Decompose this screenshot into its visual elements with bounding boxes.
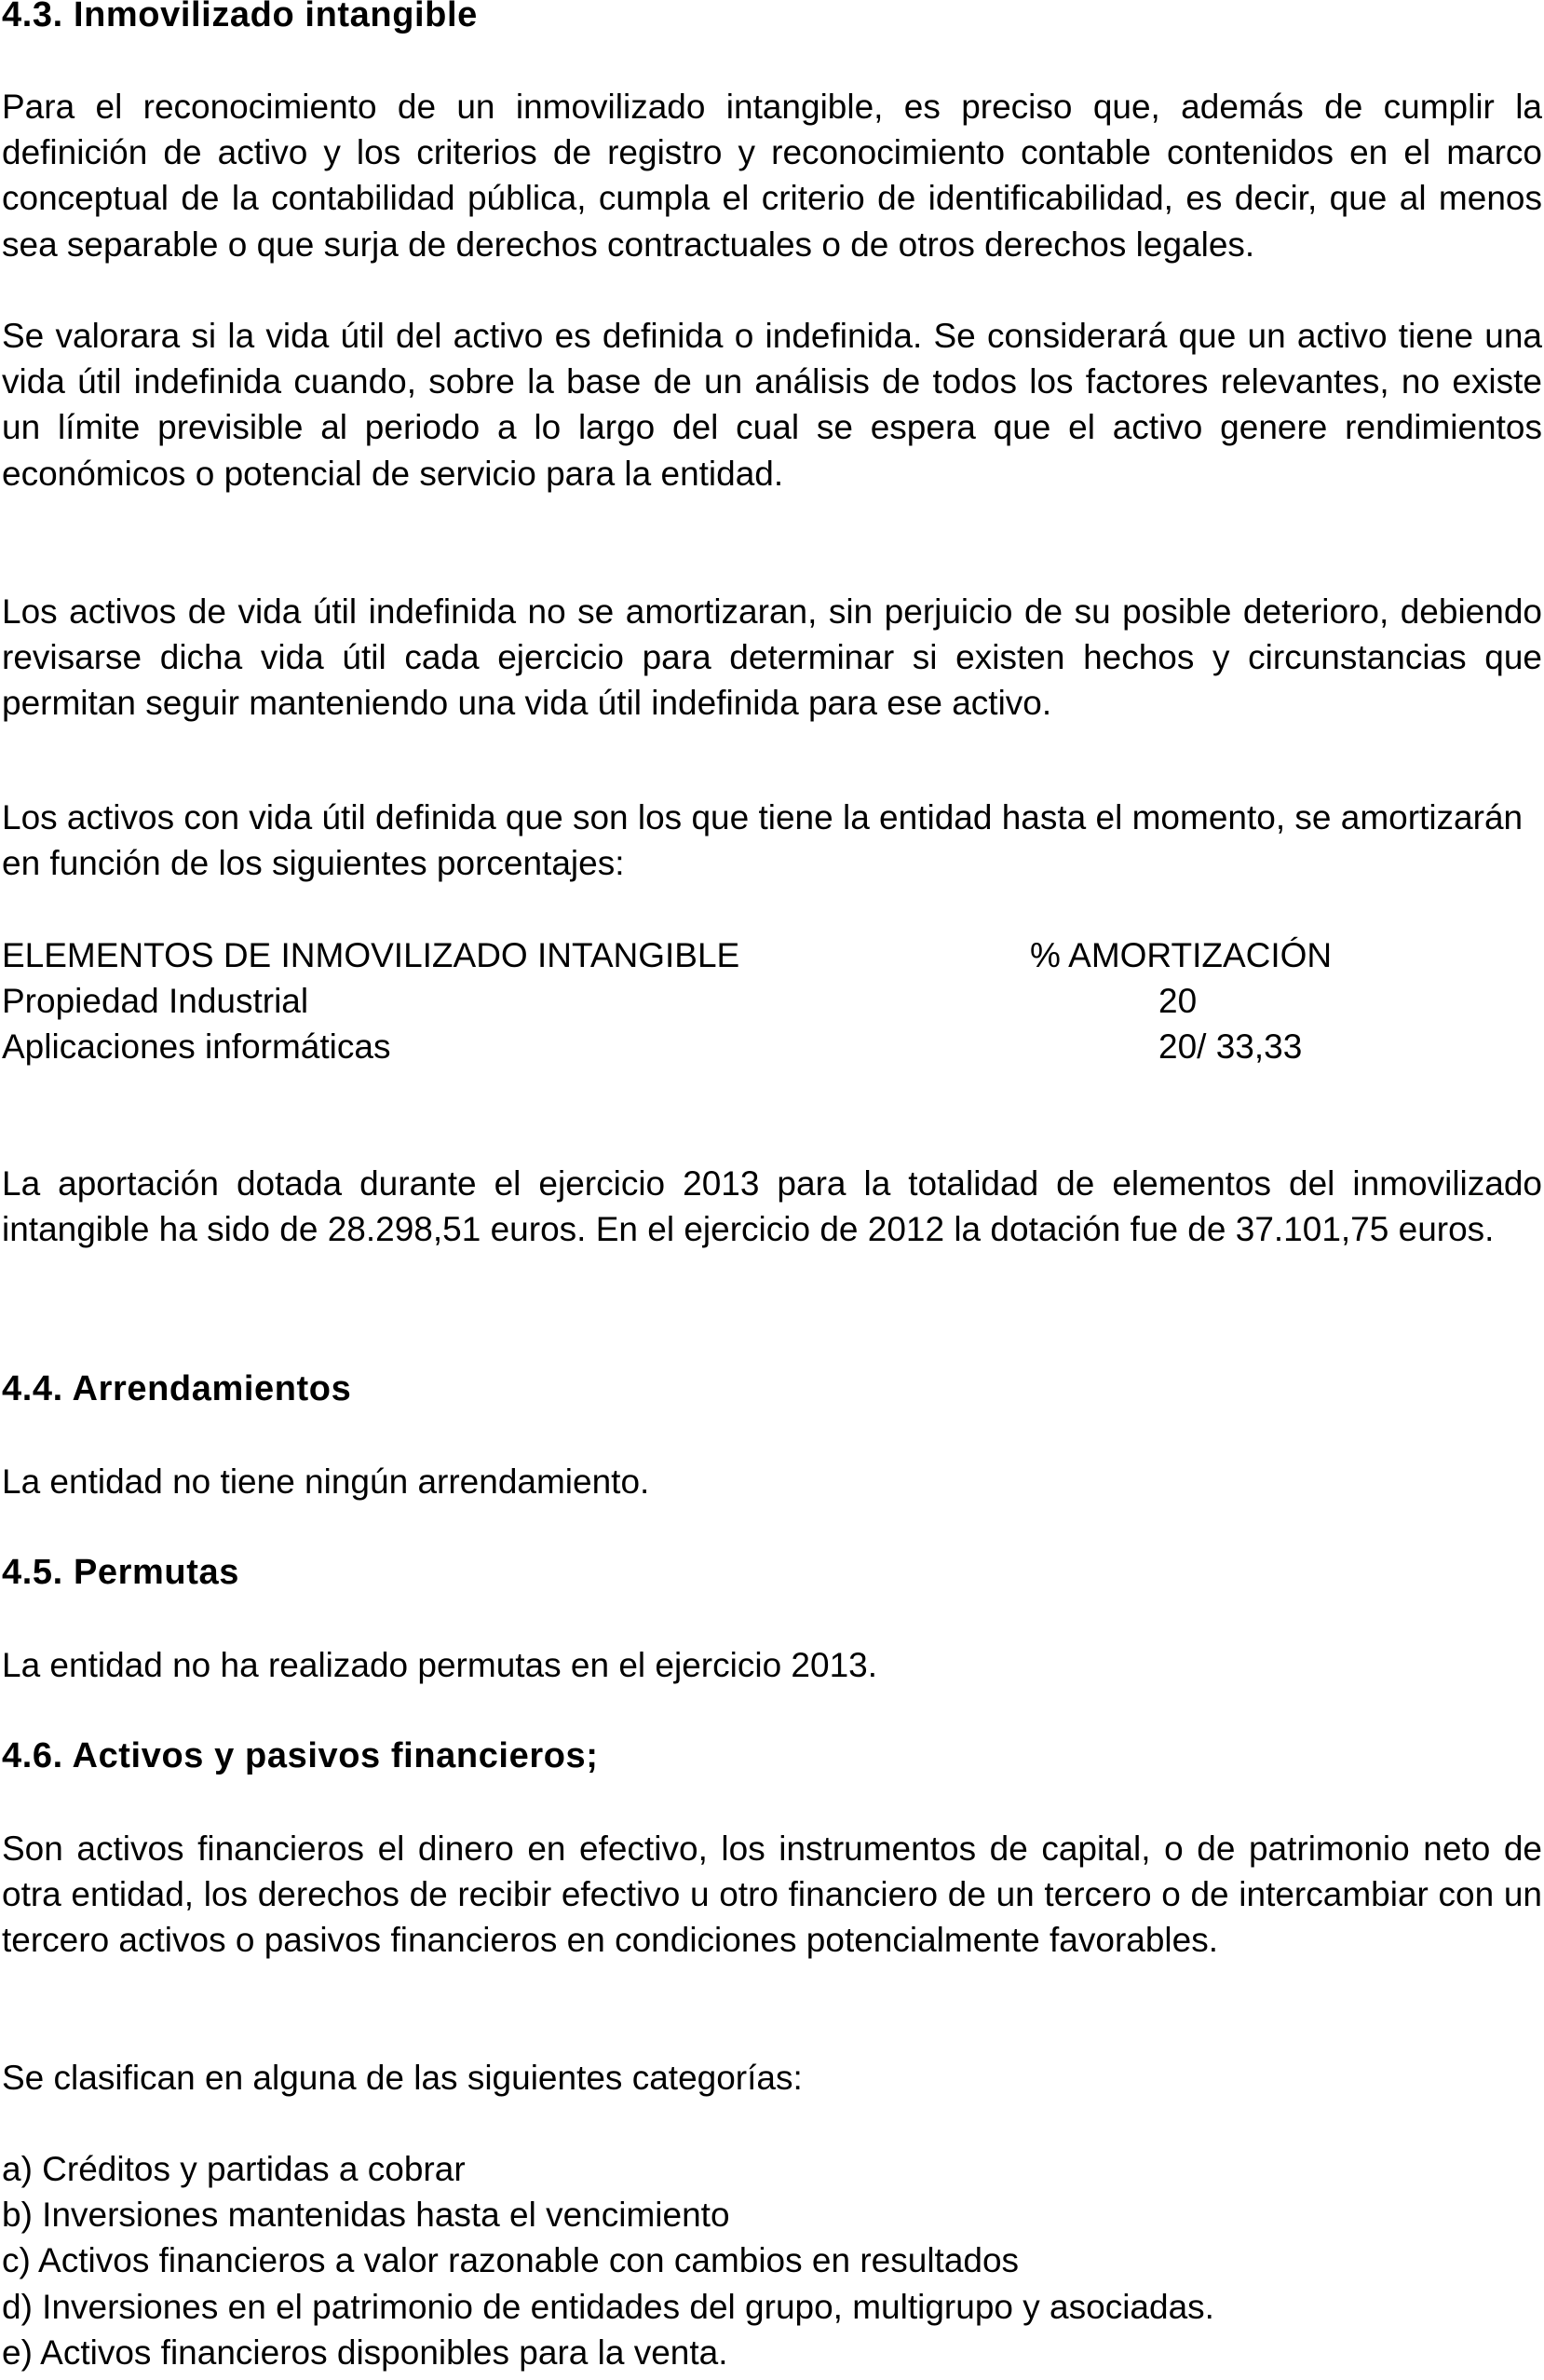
paragraph-leases: La entidad no tiene ningún arrendamiento. <box>2 1462 650 1501</box>
table-header-elements: ELEMENTOS DE INMOVILIZADO INTANGIBLE <box>2 936 740 974</box>
list-item: b) Inversiones mantenidas hasta el vencimiento <box>2 2196 730 2235</box>
category-list <box>2 2146 1542 2375</box>
paragraph-financial-assets: Son activos financieros el dinero en efectivo, los instrumentos de capital, o de patrimonio neto de otra entidad, los derechos de recibir efectivo u otro financiero de un tercero o de intercambiar con un tercero activos o pasivos financieros en condiciones potencialmente favorables. <box>2 1829 1542 1960</box>
section-heading-4-4: 4.4. Arrendamientos <box>2 1369 352 1408</box>
table-cell-element: Propiedad Industrial <box>2 982 309 1020</box>
paragraph-definite-life: Los activos con vida útil definida que son los que tiene la entidad hasta el momento, se amortizarán en función de los siguientes porcentajes: <box>2 798 1524 883</box>
paragraph-recognition-criteria: Para el reconocimiento de un inmovilizado intangible, es preciso que, además de cumplir la definición de activo y los criterios de registro y reconocimiento contable contenidos en el marco conceptual de la contabilidad pública, cumpla el criterio de identificabilidad, es decir, que al menos sea separable o que surja de derechos contractuales o de otros derechos legales. <box>2 88 1542 264</box>
list-item: c) Activos financieros a valor razonable con cambios en resultados <box>2 2241 1020 2280</box>
section-heading-4-5: 4.5. Permutas <box>2 1553 239 1592</box>
table-cell-element: Aplicaciones informáticas <box>2 1027 391 1066</box>
table-cell-percent: 20/ 33,33 <box>1158 1027 1303 1066</box>
table-header-percent: % AMORTIZACIÓN <box>1030 936 1333 974</box>
list-item: e) Activos financieros disponibles para la venta. <box>2 2332 728 2372</box>
table-row <box>2 1024 1542 1069</box>
paragraph-indefinite-life: Los activos de vida útil indefinida no se amortizaran, sin perjuicio de su posible deterioro, debiendo revisarse dicha vida útil cada ejercicio para determinar si existen hechos y circunstancias que permitan seguir manteniendo una vida útil indefinida para ese activo. <box>2 592 1542 723</box>
paragraph-exchanges: La entidad no ha realizado permutas en el ejercicio 2013. <box>2 1646 878 1684</box>
paragraph-classification: Se clasifican en alguna de las siguientes categorías: <box>2 2059 803 2097</box>
paragraph-useful-life: Se valorara si la vida útil del activo es definida o indefinida. Se considerará que un activo tiene una vida útil indefinida cuando, sobre la base de un análisis de todos los factores relevantes, no existe un límite previsible al periodo a lo largo del cual se espera que el activo genere rendimientos económicos o potencial de servicio para la entidad. <box>2 317 1542 493</box>
list-item: d) Inversiones en el patrimonio de entidades del grupo, multigrupo y asociadas. <box>2 2287 1214 2326</box>
section-heading-4-6: 4.6. Activos y pasivos financieros; <box>2 1736 599 1775</box>
table-header-row <box>2 932 1542 978</box>
list-item: a) Créditos y partidas a cobrar <box>2 2150 466 2188</box>
section-heading-4-3: 4.3. Inmovilizado intangible <box>2 0 478 34</box>
table-row <box>2 978 1542 1024</box>
paragraph-amortization-amount: La aportación dotada durante el ejercicio 2013 para la totalidad de elementos del inmovilizado intangible ha sido de 28.298,51 euros. En el ejercicio de 2012 la dotación fue de 37.101,75 euros. <box>2 1164 1542 1249</box>
table-cell-percent: 20 <box>1158 982 1198 1020</box>
